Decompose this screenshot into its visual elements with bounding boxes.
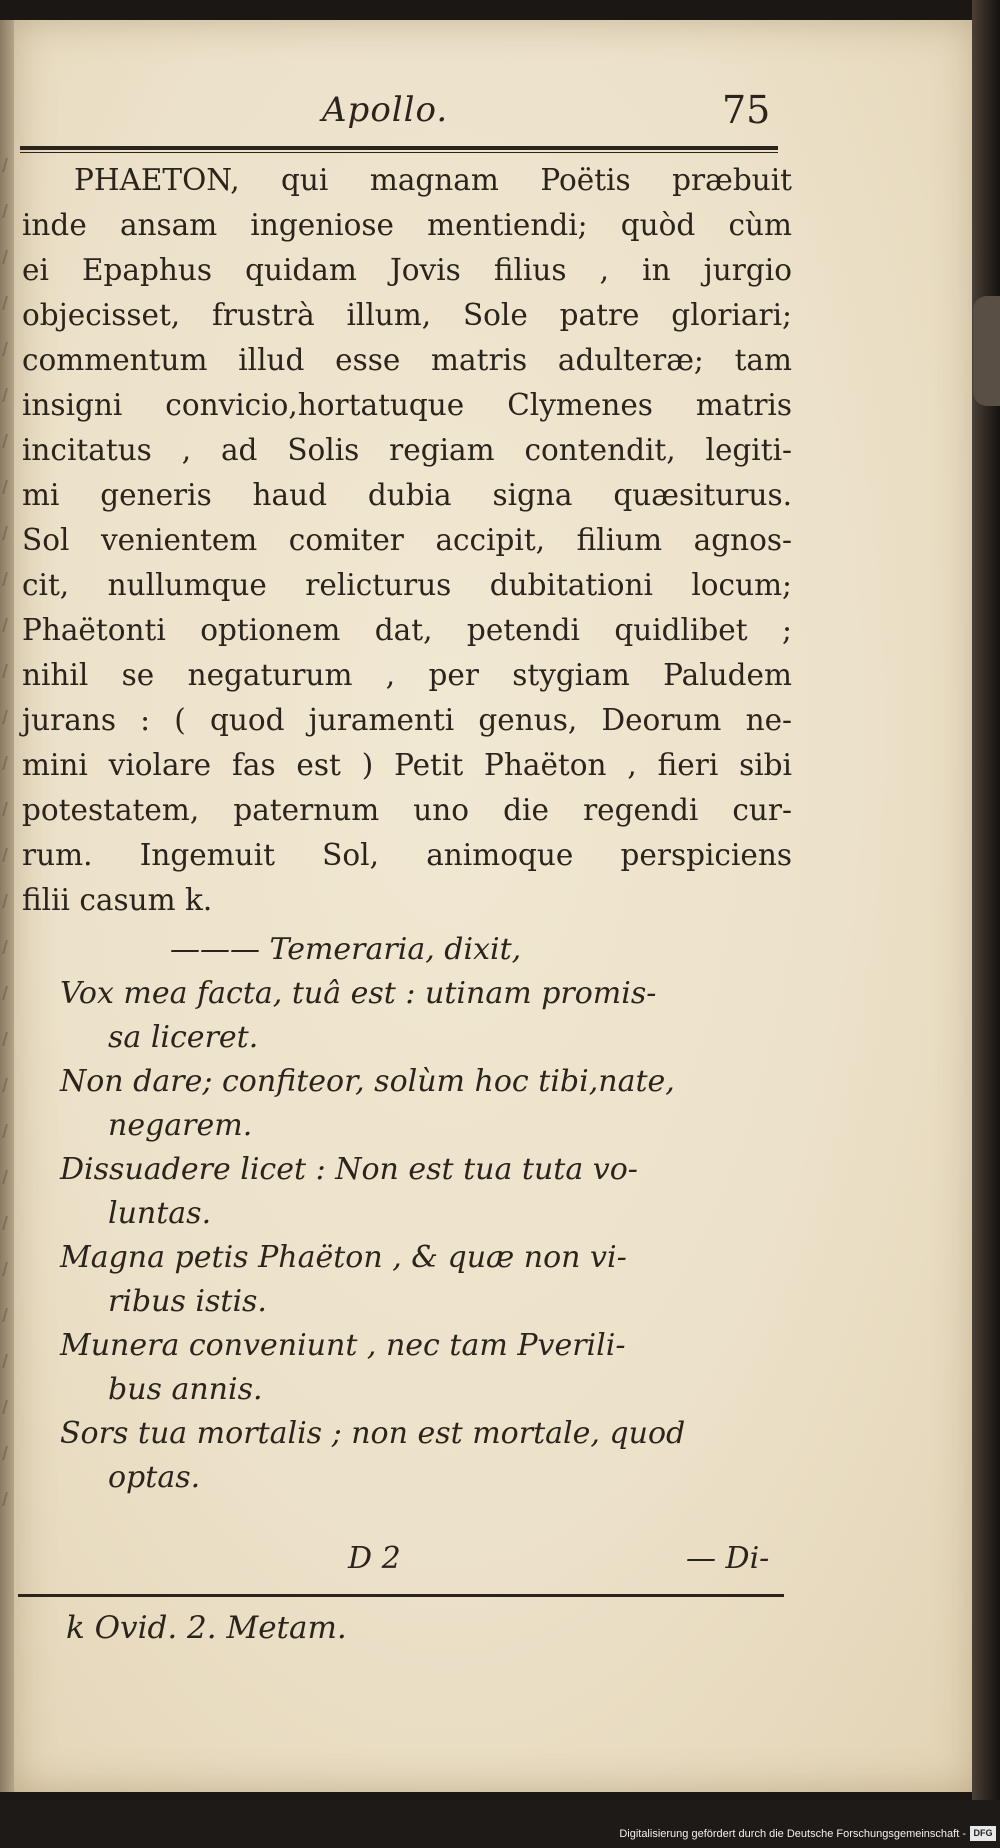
margin-bleed-mark	[2, 296, 18, 310]
margin-bleed-mark	[2, 848, 18, 862]
margin-bleed-mark	[2, 1032, 18, 1046]
verse-line: Magna petis Phaëton , & quæ non vi-	[60, 1240, 627, 1275]
margin-bleed-mark	[2, 1354, 18, 1368]
text-line: nihil se negaturum , per stygiam Paludem	[22, 658, 792, 692]
text-line: ei Epaphus quidam Jovis filius , in jurgio	[22, 253, 792, 287]
book-edge	[972, 0, 1000, 1848]
text-line: cit, nullumque relicturus dubitationi locum;	[22, 568, 792, 602]
margin-bleed-mark	[2, 434, 18, 448]
text-line: Phaëtonti optionem dat, petendi quidlibet ;	[22, 613, 792, 647]
verse-line-continuation: negarem.	[108, 1108, 253, 1143]
verse-line-continuation: sa liceret.	[108, 1020, 259, 1055]
margin-bleed-mark	[2, 618, 18, 632]
text-line: PHAETON, qui magnam Poëtis præbuit	[74, 163, 792, 197]
text-line: filii casum k.	[22, 883, 213, 917]
running-title: Apollo.	[322, 90, 449, 130]
text-line: mi generis haud dubia signa quæsiturus.	[22, 478, 792, 512]
margin-bleed-mark	[2, 572, 18, 586]
margin-bleed-mark	[2, 986, 18, 1000]
footnote: k Ovid. 2. Metam.	[66, 1610, 347, 1646]
viewer-footer-bar	[0, 1800, 1000, 1848]
margin-bleed-mark	[2, 480, 18, 494]
margin-bleed-mark	[2, 1216, 18, 1230]
margin-bleed-mark	[2, 756, 18, 770]
margin-bleed-mark	[2, 1170, 18, 1184]
margin-bleed-mark	[2, 1308, 18, 1322]
margin-bleed-mark	[2, 940, 18, 954]
header-rule	[20, 146, 778, 150]
margin-bleed-mark	[2, 1078, 18, 1092]
verse-line: Munera conveniunt , nec tam Pverili-	[60, 1328, 626, 1363]
dfg-logo: DFG	[970, 1826, 996, 1841]
text-line: commentum illud esse matris adulteræ; tam	[22, 343, 792, 377]
verse-line-continuation: ribus istis.	[108, 1284, 267, 1319]
margin-bleed-mark	[2, 250, 18, 264]
verse-line: Dissuadere licet : Non est tua tuta vo-	[60, 1152, 638, 1187]
margin-bleed-mark	[2, 1492, 18, 1506]
left-margin-bleed-marks	[0, 150, 18, 1550]
text-line: Sol venientem comiter accipit, filium agnos-	[22, 523, 792, 557]
margin-bleed-mark	[2, 894, 18, 908]
verse-line-continuation: luntas.	[108, 1196, 212, 1231]
verse-line-continuation: optas.	[108, 1460, 201, 1495]
margin-bleed-mark	[2, 1262, 18, 1276]
page-tab	[973, 296, 1000, 406]
digitization-credit: Digitalisierung gefördert durch die Deutsche Forschungsgemeinschaft -	[619, 1828, 966, 1840]
catchword: — Di-	[686, 1541, 770, 1576]
verse-line: Sors tua mortalis ; non est mortale, quod	[60, 1416, 686, 1451]
text-line: inde ansam ingeniose mentiendi; quòd cùm	[22, 208, 792, 242]
text-line: insigni convicio,hortatuque Clymenes matris	[22, 388, 792, 422]
margin-bleed-mark	[2, 158, 18, 172]
margin-bleed-mark	[2, 1400, 18, 1414]
text-line: objecisset, frustrà illum, Sole patre gloriari;	[22, 298, 792, 332]
text-line: rum. Ingemuit Sol, animoque perspiciens	[22, 838, 792, 872]
margin-bleed-mark	[2, 342, 18, 356]
header-rule-thin	[20, 152, 778, 153]
signature-mark: D 2	[348, 1541, 401, 1576]
text-line: mini violare fas est ) Petit Phaëton , fieri sibi	[22, 748, 792, 782]
margin-bleed-mark	[2, 710, 18, 724]
verse-quotation	[60, 928, 800, 1500]
verse-line: Non dare; confiteor, solùm hoc tibi,nate,	[60, 1064, 675, 1099]
margin-bleed-mark	[2, 526, 18, 540]
verse-line-continuation: bus annis.	[108, 1372, 263, 1407]
margin-bleed-mark	[2, 388, 18, 402]
verse-intro: ——— Temeraria, dixit,	[170, 932, 522, 967]
text-line: potestatem, paternum uno die regendi cur-	[22, 793, 792, 827]
text-line: incitatus , ad Solis regiam contendit, legiti-	[22, 433, 792, 467]
margin-bleed-mark	[2, 664, 18, 678]
margin-bleed-mark	[2, 204, 18, 218]
footnote-rule	[18, 1594, 784, 1597]
margin-bleed-mark	[2, 802, 18, 816]
text-line: jurans : ( quod juramenti genus, Deorum ne-	[22, 703, 792, 737]
margin-bleed-mark	[2, 1124, 18, 1138]
verse-line: Vox mea facta, tuâ est : utinam promis-	[60, 976, 657, 1011]
margin-bleed-mark	[2, 1446, 18, 1460]
page-number: 75	[722, 88, 771, 132]
body-paragraph	[22, 158, 792, 923]
